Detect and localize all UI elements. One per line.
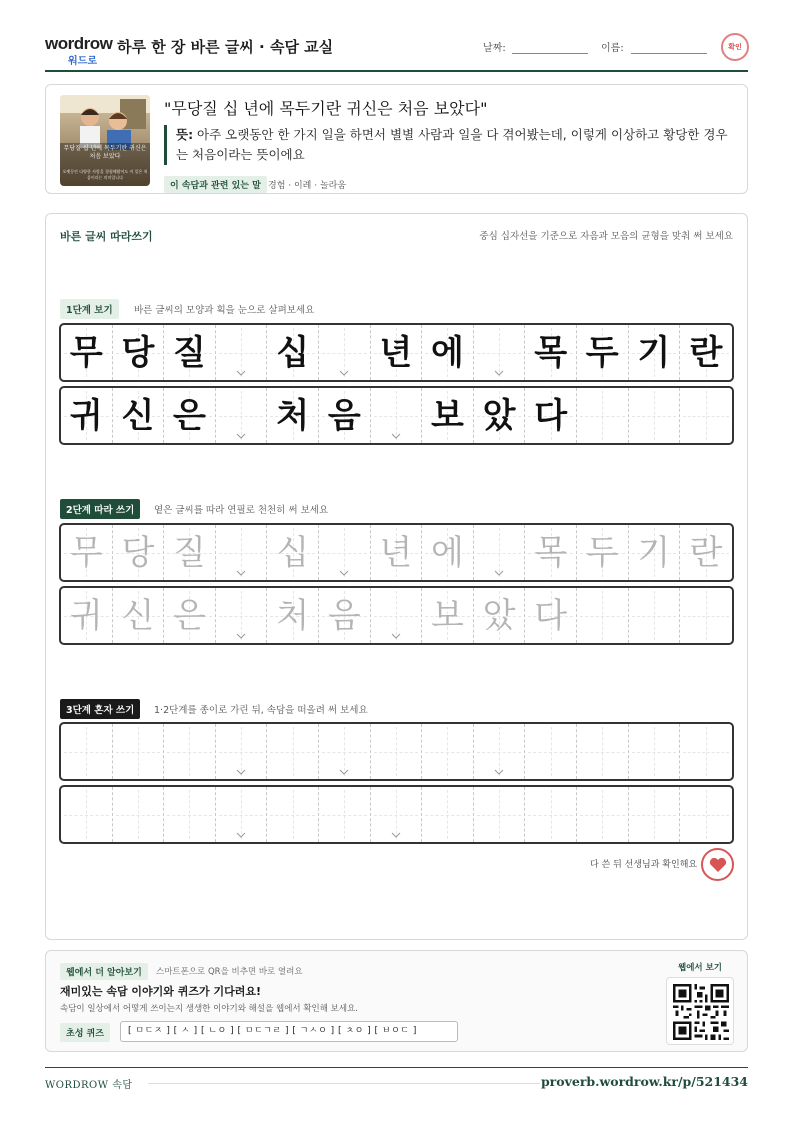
- space-mark-icon: [236, 570, 246, 576]
- hangul-char: 신: [121, 396, 155, 436]
- space-mark-icon: [236, 832, 246, 838]
- space-mark-icon: [236, 769, 246, 775]
- writing-cell: [680, 388, 732, 443]
- space-mark-icon: [391, 633, 401, 639]
- practice-hint: 중심 십자선을 기준으로 자음과 모음의 균형을 맞춰 써 보세요: [479, 231, 733, 242]
- writing-cell[interactable]: [113, 724, 165, 779]
- practice-title: 바른 글씨 따라쓰기: [60, 230, 153, 243]
- writing-cell: [371, 388, 423, 443]
- writing-cell[interactable]: [113, 525, 165, 580]
- writing-cell[interactable]: [577, 724, 629, 779]
- footer-brand: WORDROW 속담: [45, 1080, 133, 1091]
- writing-cell[interactable]: [525, 724, 577, 779]
- space-mark-icon: [236, 370, 246, 376]
- hangul-char: 처: [276, 596, 310, 636]
- grid-row-step3-2[interactable]: [59, 785, 734, 844]
- hangul-char: 란: [689, 333, 723, 373]
- hangul-char: 당: [121, 333, 155, 373]
- hangul-char: 보: [431, 396, 464, 436]
- quiz-label: 초성 퀴즈: [60, 1023, 110, 1042]
- writing-cell[interactable]: [371, 588, 423, 643]
- grid-row-step2-1[interactable]: [59, 523, 734, 582]
- proverb-card: [45, 84, 748, 194]
- web-headline: 재미있는 속담 이야기와 퀴즈가 기다려요!: [60, 985, 261, 998]
- hangul-char: 십: [276, 533, 310, 573]
- date-label: 날짜:: [483, 43, 506, 54]
- wordrow-logo: wordrow: [45, 34, 113, 53]
- writing-cell[interactable]: [216, 525, 268, 580]
- page-title: 하루 한 장 바른 글씨 · 속담 교실: [117, 38, 334, 56]
- grid-row-step1-1: [59, 323, 734, 382]
- writing-cell: [216, 325, 268, 380]
- writing-cell[interactable]: [267, 588, 319, 643]
- writing-cell: [61, 388, 113, 443]
- writing-cell: [422, 325, 474, 380]
- chosung-quiz: [ ㅁㄷㅈ ] [ ㅅ ] [ ㄴㅇ ] [ ㅁㄷㄱㄹ ] [ ㄱㅅㅇ ] [ ㅊㅇ ] [ ㅂㅇㄷ ]: [120, 1021, 458, 1042]
- step2-label: 2단계 따라 쓰기: [60, 499, 140, 519]
- writing-cell[interactable]: [319, 525, 371, 580]
- hangul-char: 십: [276, 333, 310, 373]
- writing-cell[interactable]: [164, 525, 216, 580]
- hangul-char: 당: [121, 533, 155, 573]
- writing-cell[interactable]: [371, 724, 423, 779]
- step1-desc: 바른 글씨의 모양과 획을 눈으로 살펴보세요: [134, 305, 315, 316]
- name-field[interactable]: [631, 53, 707, 54]
- hangul-char: 에: [431, 533, 464, 573]
- writing-cell[interactable]: [474, 525, 526, 580]
- writing-cell[interactable]: [216, 787, 268, 842]
- step2-desc: 옅은 글씨를 따라 연필로 천천히 써 보세요: [154, 505, 329, 516]
- hangul-char: 질: [173, 533, 206, 573]
- writing-cell[interactable]: [525, 787, 577, 842]
- writing-cell: [422, 388, 474, 443]
- related-words-badge: 이 속담과 관련 있는 말: [164, 176, 267, 193]
- step3-desc: 1·2단계를 종이로 가린 뒤, 속담을 떠올려 써 보세요: [154, 705, 368, 716]
- hangul-char: 두: [585, 533, 619, 573]
- writing-cell[interactable]: [113, 588, 165, 643]
- space-mark-icon: [391, 433, 401, 439]
- teacher-check-text: 다 쓴 뒤 선생님과 확인해요: [590, 860, 698, 870]
- hangul-char: 보: [431, 596, 464, 636]
- writing-cell: [216, 388, 268, 443]
- meaning-label: 뜻:: [176, 127, 194, 142]
- hangul-char: 았: [482, 596, 516, 636]
- writing-cell[interactable]: [577, 588, 629, 643]
- writing-cell: [319, 388, 371, 443]
- writing-cell[interactable]: [629, 787, 681, 842]
- hangul-char: 년: [379, 333, 413, 373]
- hangul-char: 았: [482, 396, 516, 436]
- writing-cell[interactable]: [474, 724, 526, 779]
- writing-cell: [474, 388, 526, 443]
- writing-cell: [61, 325, 113, 380]
- writing-cell[interactable]: [525, 525, 577, 580]
- hangul-char: 목: [534, 333, 568, 373]
- space-mark-icon: [339, 370, 349, 376]
- name-label: 이름:: [601, 43, 624, 54]
- space-mark-icon: [339, 570, 349, 576]
- meaning-text: 아주 오랫동안 한 가지 일을 하면서 별별 사람과 일을 다 겪어봤는데, 이렇게 이상하고 황당한 경우는 처음이라는 뜻이에요: [176, 127, 728, 162]
- writing-cell: [577, 325, 629, 380]
- writing-cell: [113, 325, 165, 380]
- writing-cell[interactable]: [680, 724, 732, 779]
- writing-cell: [164, 325, 216, 380]
- space-mark-icon: [236, 633, 246, 639]
- space-mark-icon: [494, 769, 504, 775]
- writing-cell[interactable]: [422, 525, 474, 580]
- hangul-char: 두: [585, 333, 619, 373]
- web-qr-hint: 스마트폰으로 QR을 비추면 바로 열려요: [156, 967, 303, 977]
- logo-subtext: 워드로: [68, 56, 97, 67]
- writing-cell: [525, 325, 577, 380]
- writing-cell[interactable]: [319, 724, 371, 779]
- hangul-char: 질: [173, 333, 206, 373]
- hangul-char: 귀: [69, 596, 103, 636]
- space-mark-icon: [339, 769, 349, 775]
- qr-title: 웹에서 보기: [678, 963, 723, 973]
- footer-url[interactable]: proverb.wordrow.kr/p/521434: [540, 1074, 748, 1089]
- hangul-char: 음: [327, 396, 361, 436]
- writing-cell[interactable]: [629, 724, 681, 779]
- footer-divider: [45, 1067, 748, 1068]
- writing-cell: [680, 325, 732, 380]
- related-words: 경험 · 이례 · 놀라움: [268, 181, 347, 191]
- writing-cell: [474, 325, 526, 380]
- writing-cell[interactable]: [629, 525, 681, 580]
- writing-cell[interactable]: [267, 724, 319, 779]
- writing-cell: [371, 325, 423, 380]
- confirm-stamp-icon: 확인: [721, 33, 749, 61]
- writing-cell[interactable]: [474, 588, 526, 643]
- grid-row-step3-1[interactable]: [59, 722, 734, 781]
- hangul-char: 다: [534, 596, 568, 636]
- writing-cell[interactable]: [680, 588, 732, 643]
- hangul-char: 기: [637, 533, 671, 573]
- web-info-box: [45, 950, 748, 1052]
- web-description: 속담이 일상에서 어떻게 쓰이는지 생생한 이야기와 해설을 웹에서 확인해 보세요.: [60, 1004, 358, 1014]
- hangul-char: 에: [431, 333, 464, 373]
- writing-cell: [319, 325, 371, 380]
- hangul-char: 은: [173, 596, 206, 636]
- writing-cell[interactable]: [216, 724, 268, 779]
- illustration-subcaption: 오랫동안 다양한 사람을 경험해왔어도 이 일은 처음이라는 의미입니다: [62, 169, 148, 180]
- writing-cell[interactable]: [61, 525, 113, 580]
- writing-cell[interactable]: [680, 787, 732, 842]
- writing-cell: [113, 388, 165, 443]
- writing-cell[interactable]: [371, 787, 423, 842]
- writing-cell[interactable]: [577, 525, 629, 580]
- space-mark-icon: [494, 370, 504, 376]
- writing-cell[interactable]: [61, 724, 113, 779]
- qr-code-icon: [673, 984, 729, 1040]
- writing-cell[interactable]: [267, 787, 319, 842]
- writing-cell: [577, 388, 629, 443]
- writing-cell[interactable]: [680, 525, 732, 580]
- qr-code[interactable]: [666, 977, 734, 1045]
- hangul-char: 란: [689, 533, 723, 573]
- hangul-char: 목: [534, 533, 568, 573]
- hangul-char: 은: [173, 396, 206, 436]
- writing-cell[interactable]: [371, 525, 423, 580]
- writing-cell: [525, 388, 577, 443]
- writing-cell[interactable]: [629, 588, 681, 643]
- writing-cell[interactable]: [164, 787, 216, 842]
- writing-cell[interactable]: [319, 787, 371, 842]
- page-header: [45, 26, 748, 72]
- writing-cell[interactable]: [164, 588, 216, 643]
- writing-cell[interactable]: [577, 787, 629, 842]
- writing-cell: [164, 388, 216, 443]
- date-field[interactable]: [512, 53, 588, 54]
- hangul-char: 음: [327, 596, 361, 636]
- writing-cell: [267, 388, 319, 443]
- writing-cell[interactable]: [113, 787, 165, 842]
- writing-cell[interactable]: [422, 787, 474, 842]
- writing-cell[interactable]: [216, 588, 268, 643]
- hangul-char: 기: [637, 333, 671, 373]
- step1-label: 1단계 보기: [60, 299, 119, 319]
- proverb-meaning: [164, 125, 734, 165]
- hangul-char: 귀: [69, 396, 103, 436]
- proverb-illustration: [60, 95, 150, 186]
- writing-cell[interactable]: [525, 588, 577, 643]
- writing-cell[interactable]: [61, 588, 113, 643]
- heart-stamp-icon: [701, 848, 734, 881]
- writing-cell: [629, 325, 681, 380]
- writing-cell[interactable]: [422, 588, 474, 643]
- hangul-char: 신: [121, 596, 155, 636]
- footer-rule: [148, 1083, 540, 1084]
- writing-cell[interactable]: [164, 724, 216, 779]
- writing-cell[interactable]: [61, 787, 113, 842]
- step3-label: 3단계 혼자 쓰기: [60, 699, 140, 719]
- hangul-char: 년: [379, 533, 413, 573]
- illustration-caption: 무당질 십 년에 목두기란 귀신은 처음 보았다: [63, 145, 147, 160]
- writing-cell: [629, 388, 681, 443]
- grid-row-step1-2: [59, 386, 734, 445]
- space-mark-icon: [236, 433, 246, 439]
- hangul-char: 다: [534, 396, 568, 436]
- writing-cell[interactable]: [267, 525, 319, 580]
- proverb-title: "무당질 십 년에 목두기란 귀신은 처음 보았다": [164, 99, 488, 118]
- writing-cell[interactable]: [474, 787, 526, 842]
- writing-cell[interactable]: [319, 588, 371, 643]
- space-mark-icon: [391, 832, 401, 838]
- writing-cell[interactable]: [422, 724, 474, 779]
- grid-row-step2-2[interactable]: [59, 586, 734, 645]
- writing-cell: [267, 325, 319, 380]
- hangul-char: 무: [69, 533, 103, 573]
- space-mark-icon: [494, 570, 504, 576]
- web-badge: 웹에서 더 알아보기: [60, 963, 148, 980]
- hangul-char: 무: [69, 333, 103, 373]
- hangul-char: 처: [276, 396, 310, 436]
